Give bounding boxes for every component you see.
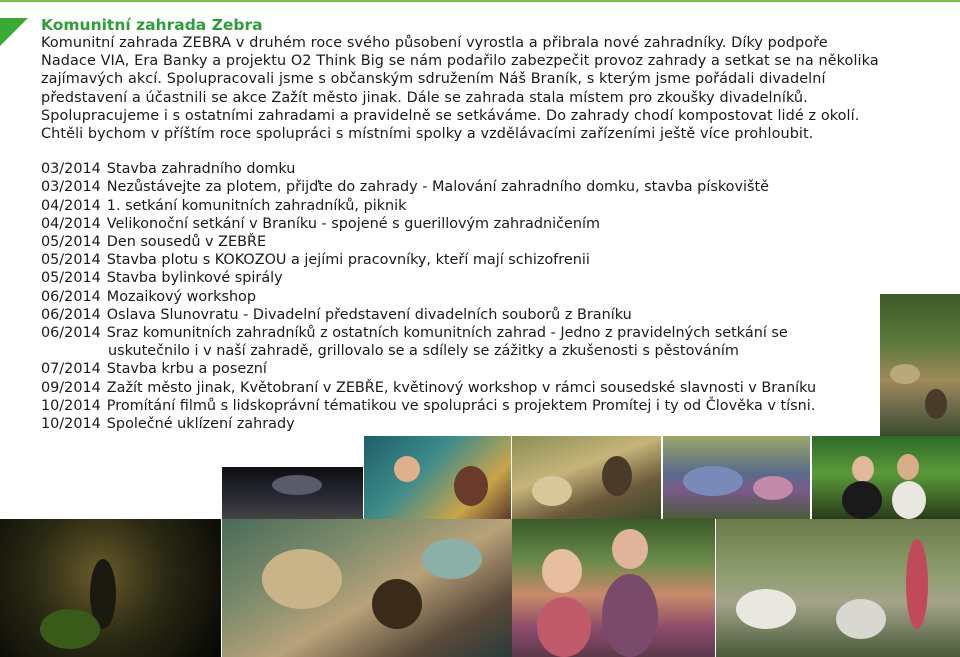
timeline-event xyxy=(41,251,921,269)
event-date: 04/2014 xyxy=(41,215,101,232)
event-text: Společné uklízení zahrady xyxy=(106,416,295,433)
corner-tab-decoration xyxy=(0,18,28,46)
event-date: 06/2014 xyxy=(41,288,101,305)
event-date: 03/2014 xyxy=(41,161,101,178)
timeline-event xyxy=(41,197,921,215)
timeline-event-continuation xyxy=(41,342,921,360)
event-date: 06/2014 xyxy=(41,306,101,323)
intro-line: představení a účastnili se akce Zažít město jinak. Dále se zahrada stala místem pro zkoušky divadelníků. xyxy=(41,89,808,106)
photo-mosaic-workshop xyxy=(364,436,511,519)
timeline-event xyxy=(41,360,921,378)
timeline-event xyxy=(41,160,921,178)
event-date: 09/2014 xyxy=(41,379,101,396)
event-date: 05/2014 xyxy=(41,270,101,287)
event-text: 1. setkání komunitních zahradníků, piknik xyxy=(106,197,407,214)
timeline-event xyxy=(41,324,921,342)
timeline-event xyxy=(41,379,921,397)
event-text: Sraz komunitních zahradníků z ostatních komunitních zahrad - Jedno z pravidelných setkání se xyxy=(106,325,788,342)
timeline-event xyxy=(41,215,921,233)
photo-theatre-performance xyxy=(512,436,661,519)
top-green-rule xyxy=(0,0,960,2)
event-date: 10/2014 xyxy=(41,397,101,414)
event-date: 05/2014 xyxy=(41,234,101,251)
intro-paragraph xyxy=(41,34,921,143)
event-text: Stavba zahradního domku xyxy=(106,161,296,178)
photo-garden-gathering xyxy=(880,294,960,437)
event-date: 06/2014 xyxy=(41,325,101,342)
intro-line: Spolupracujeme i s ostatními zahradami a pravidelně se setkáváme. Do zahrady chodí kompostovat lidé z okolí. xyxy=(41,107,860,124)
timeline-event xyxy=(41,306,921,324)
event-date: 07/2014 xyxy=(41,361,101,378)
page-title: Komunitní zahrada Zebra xyxy=(41,16,263,34)
intro-line: Chtěli bychom v příštím roce spolupráci s místními spolky a vzdělávacími zařízeními ještě více prohloubit. xyxy=(41,126,814,143)
article xyxy=(41,16,921,433)
event-text: Stavba krbu a posezní xyxy=(106,361,267,378)
photo-garden-cleanup xyxy=(716,519,960,657)
event-text: Velikonoční setkání v Braníku - spojené s guerillovým zahradničením xyxy=(106,215,601,232)
event-text: Oslava Slunovratu - Divadelní představení divadelních souborů z Braníku xyxy=(106,306,632,323)
events-timeline xyxy=(41,160,921,433)
timeline-event xyxy=(41,178,921,196)
event-text: Den sousedů v ZEBŘE xyxy=(106,234,267,251)
timeline-event xyxy=(41,288,921,306)
photo-graffiti-wall xyxy=(663,436,810,519)
photo-film-screening xyxy=(222,467,363,519)
timeline-event xyxy=(41,397,921,415)
photo-flower-workshop-table xyxy=(222,519,512,657)
event-text: uskutečnilo i v naší zahradě, grillovalo se a sdílely se zážitky a zkušenosti s pěstováním xyxy=(108,343,739,360)
timeline-event xyxy=(41,415,921,433)
timeline-event xyxy=(41,233,921,251)
event-text: Nezůstávejte za plotem, přijďte do zahrady - Malování zahradního domku, stavba pískoviště xyxy=(106,179,769,196)
intro-line: Nadace VIA, Era Banky a projektu O2 Think Big se nám podařilo zabezpečit provoz zahrady a setkat se na několika xyxy=(41,53,879,70)
intro-line: Komunitní zahrada ZEBRA v druhém roce svého působení vyrostla a přibrala nové zahradníky. Díky podpoře xyxy=(41,35,828,51)
event-text: Mozaikový workshop xyxy=(106,288,257,305)
event-text: Zažít město jinak, Květobraní v ZEBŘE, květinový workshop v rámci sousedské slavnosti v Braníku xyxy=(106,379,817,396)
event-date: 10/2014 xyxy=(41,416,101,433)
event-text: Stavba plotu s KOKOZOU a jejími pracovníky, kteří mají schizofrenii xyxy=(106,252,590,269)
timeline-event xyxy=(41,269,921,287)
event-date: 04/2014 xyxy=(41,197,101,214)
photo-flower-crowns xyxy=(812,436,960,519)
photo-girls-flower-crowns xyxy=(512,519,715,657)
photo-evening-garden xyxy=(0,519,221,657)
event-text: Stavba bylinkové spirály xyxy=(106,270,283,287)
event-text: Promítání filmů s lidskoprávní tématikou ve spolupráci s projektem Promítej i ty od Člověka v tísni. xyxy=(106,397,816,414)
event-date: 03/2014 xyxy=(41,179,101,196)
event-date: 05/2014 xyxy=(41,252,101,269)
intro-line: zajímavých akcí. Spolupracovali jsme s občanským sdružením Náš Braník, s kterým jsme pořádali divadelní xyxy=(41,71,826,88)
